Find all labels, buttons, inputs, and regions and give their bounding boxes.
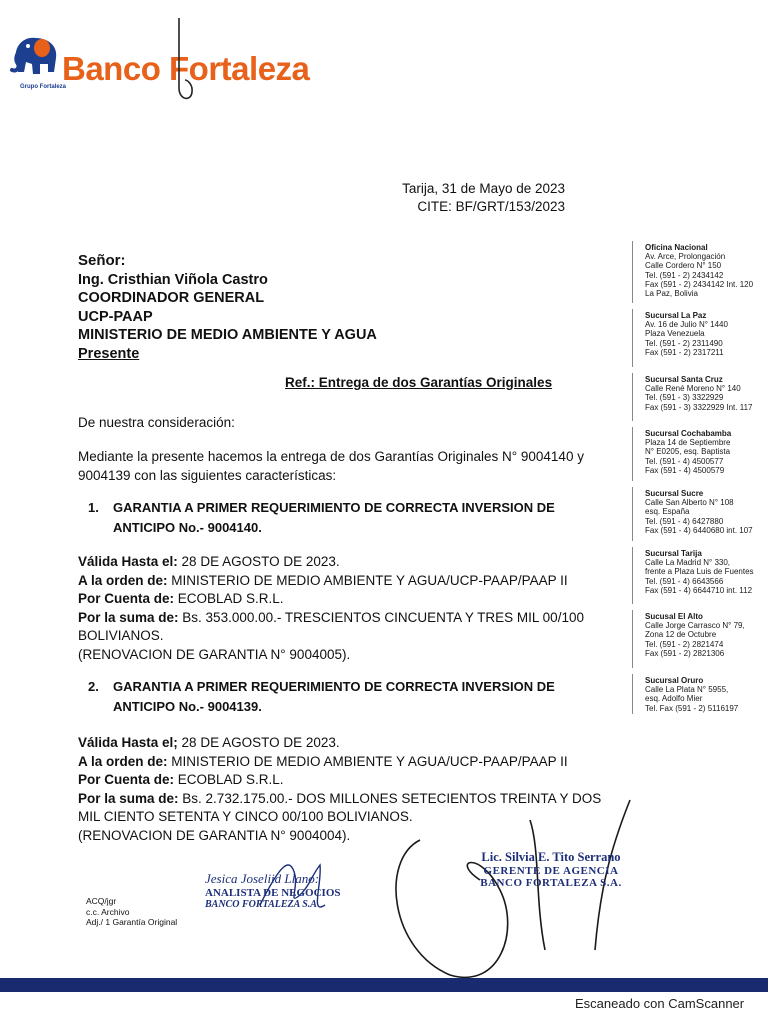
sum-value: Bs. 2.732.175.00.- DOS MILLONES SETECIENTOS TREINTA Y DOS [178, 790, 602, 806]
salutation: Señor: [78, 252, 126, 269]
footer-color-band [0, 978, 768, 992]
branch-line: Tel. (591 - 2) 2311490 [645, 338, 723, 348]
branch-divider [632, 427, 633, 481]
account-value: ECOBLAD S.R.L. [174, 772, 284, 787]
branch-title: Sucursal La Paz [645, 311, 707, 320]
branch-title: Sucursal Santa Cruz [645, 375, 723, 384]
guarantee-1-title-line-1: GARANTIA A PRIMER REQUERIMIENTO DE CORRECTA INVERSION DE [113, 500, 555, 515]
guarantee-1-title-line-2: ANTICIPO No.- 9004140. [113, 520, 262, 535]
branch-line: Plaza 14 de Septiembre [645, 438, 731, 448]
valid-label: Válida Hasta el: [78, 554, 178, 569]
guarantee-2-title-line-2: ANTICIPO No.- 9004139. [113, 699, 262, 714]
branch-entry [645, 243, 767, 298]
branch-line: Calle La Plata N° 5955, [645, 685, 729, 695]
renewal-note: (RENOVACION DE GARANTIA N° 9004004). [78, 827, 351, 843]
branch-line: Plaza Venezuela [645, 329, 705, 339]
branch-line: Fax (591 - 4) 6440680 int. 107 [645, 525, 753, 535]
branch-line: La Paz, Bolivia [645, 289, 698, 299]
manager-stamp [476, 850, 626, 889]
analyst-stamp-role: ANALISTA DE NEGOCIOS [205, 887, 341, 899]
branch-title: Sucursal Tarija [645, 549, 702, 558]
sum-label: Por la suma de: [78, 609, 179, 625]
branch-line: Calle Cordero N° 150 [645, 261, 722, 271]
order-label: A la orden de: [78, 753, 168, 769]
renewal-note: (RENOVACION DE GARANTIA N° 9004005). [78, 646, 351, 662]
branch-line: Tel. Fax (591 - 2) 5116197 [645, 703, 739, 713]
order-label: A la orden de: [78, 572, 168, 588]
guarantee-2-number: 2. [88, 679, 99, 694]
branch-line: Fax (591 - 3) 3322929 Int. 117 [645, 402, 753, 412]
recipient-name: Ing. Cristhian Viñola Castro [78, 271, 268, 288]
camscanner-watermark: Escaneado con CamScanner [575, 996, 745, 1011]
presente: Presente [78, 345, 140, 362]
guarantee-2-title [88, 677, 608, 717]
order-value: MINISTERIO DE MEDIO AMBIENTE Y AGUA/UCP-PAAP/PAAP II [167, 753, 568, 769]
guarantee-1-number: 1. [88, 500, 99, 515]
branch-line: Tel. (591 - 4) 6643566 [645, 576, 724, 586]
sum-value-continued: BOLIVIANOS. [78, 628, 164, 643]
order-value: MINISTERIO DE MEDIO AMBIENTE Y AGUA/UCP-PAAP/PAAP II [167, 572, 568, 588]
branch-line: Tel. (591 - 2) 2434142 [645, 270, 724, 280]
branch-title: Sucursal Oruro [645, 676, 704, 685]
date-block [360, 180, 565, 216]
reference-line: Ref.: Entrega de dos Garantías Originales [285, 375, 553, 390]
intro-line-1: Mediante la presente hacemos la entrega de dos Garantías Originales N° 9004140 y [78, 449, 584, 464]
branch-entry [645, 311, 767, 357]
footer-attachment: Adj./ 1 Garantía Original [86, 917, 178, 927]
analyst-signature [250, 845, 360, 925]
branch-line: Zona 12 de Octubre [645, 630, 717, 640]
branch-divider [632, 373, 633, 421]
bank-logo-text: Banco Fortaleza [62, 50, 310, 87]
branch-entry [645, 612, 767, 658]
valid-label: Válida Hasta el; [78, 735, 178, 750]
branch-line: frente a Plaza Luis de Fuentes [645, 567, 754, 577]
branch-divider [632, 610, 633, 668]
branch-title: Sucursal Cochabamba [645, 429, 732, 438]
branch-line: Fax (591 - 2) 2434142 Int. 120 [645, 279, 754, 289]
staple-hook-mark [165, 18, 195, 110]
sum-value: Bs. 353.000.00.- TRESCIENTOS CINCUENTA Y TRES MIL 00/100 [178, 609, 584, 625]
branch-line: Tel. (591 - 4) 6427880 [645, 516, 724, 526]
branch-title: Sucusal El Alto [645, 612, 703, 621]
footer-initials: ACQ/jgr [86, 896, 117, 906]
branch-divider [632, 547, 633, 604]
bank-logo-subtitle: Grupo Fortaleza [20, 84, 67, 90]
recipient-org: MINISTERIO DE MEDIO AMBIENTE Y AGUA [78, 327, 377, 343]
branch-entry [645, 375, 767, 412]
letter-date: Tarija, 31 de Mayo de 2023 [402, 181, 565, 196]
account-label: Por Cuenta de: [78, 591, 175, 606]
branch-line: Tel. (591 - 3) 3322929 [645, 393, 724, 403]
intro-line-2: 9004139 con las siguientes características: [78, 468, 337, 483]
manager-stamp-bank: BANCO FORTALEZA S.A. [480, 877, 622, 889]
branch-title: Oficina Nacional [645, 243, 708, 252]
branch-line: Av. Arce, Prolongación [645, 252, 726, 262]
guarantee-1-details [78, 553, 618, 664]
branch-line: Fax (591 - 4) 6644710 int. 112 [645, 585, 753, 595]
sum-label: Por la suma de: [78, 790, 179, 806]
branch-line: Tel. (591 - 2) 2821474 [645, 639, 724, 649]
manager-stamp-name: Lic. Silvia E. Tito Serrano [481, 850, 621, 864]
branch-line: N° E0205, esq. Baptista [645, 447, 731, 457]
branch-line: Calle René Moreno N° 140 [645, 384, 741, 394]
branch-entry [645, 489, 767, 535]
branch-line: Tel. (591 - 4) 4500577 [645, 456, 724, 466]
branch-entry [645, 676, 767, 713]
recipient-unit: UCP-PAAP [78, 308, 153, 325]
branch-line: Calle San Alberto N° 108 [645, 498, 734, 508]
intro-paragraph [78, 447, 608, 485]
account-value: ECOBLAD S.R.L. [174, 591, 284, 606]
greeting: De nuestra consideración: [78, 415, 235, 430]
branch-line: esq. España [645, 507, 690, 517]
branch-line: esq. Adolfo Mier [645, 694, 703, 704]
branch-line: Av. 16 de Julio N° 1440 [645, 320, 728, 330]
branch-entry [645, 549, 767, 595]
account-label: Por Cuenta de: [78, 772, 175, 787]
branch-line: Fax (591 - 4) 4500579 [645, 465, 725, 475]
footer-references [86, 896, 177, 928]
branch-entry [645, 429, 767, 475]
branch-line: Fax (591 - 2) 2317211 [645, 347, 724, 357]
elephant-logo-icon [8, 28, 64, 84]
branch-divider [632, 309, 633, 367]
footer-cc: c.c. Archivo [86, 906, 130, 917]
sum-value-continued: MIL CIENTO SETENTA Y CINCO 00/100 BOLIVIANOS. [78, 809, 413, 824]
letter-cite: CITE: BF/GRT/153/2023 [417, 199, 565, 214]
branch-line: Calle Jorge Carrasco N° 79, [645, 621, 745, 631]
valid-value: 28 DE AGOSTO DE 2023. [177, 554, 340, 569]
analyst-stamp-bank: BANCO FORTALEZA S.A [205, 899, 317, 910]
branch-divider [632, 241, 633, 303]
branch-title: Sucursal Sucre [645, 489, 704, 498]
valid-value: 28 DE AGOSTO DE 2023. [177, 735, 340, 750]
recipient-title: COORDINADOR GENERAL [78, 290, 265, 306]
analyst-stamp-name: Jesica Joseliid Llano: [205, 871, 320, 886]
recipient-block [78, 252, 377, 363]
manager-stamp-role: GERENTE DE AGENCIA [483, 865, 619, 877]
branch-divider [632, 487, 633, 541]
guarantee-2-title-line-1: GARANTIA A PRIMER REQUERIMIENTO DE CORRECTA INVERSION DE [113, 679, 555, 694]
branch-line: Calle La Madrid N° 330, [645, 558, 731, 568]
guarantee-1-title [88, 498, 608, 538]
branch-divider [632, 674, 633, 714]
branch-line: Fax (591 - 2) 2821306 [645, 648, 725, 658]
